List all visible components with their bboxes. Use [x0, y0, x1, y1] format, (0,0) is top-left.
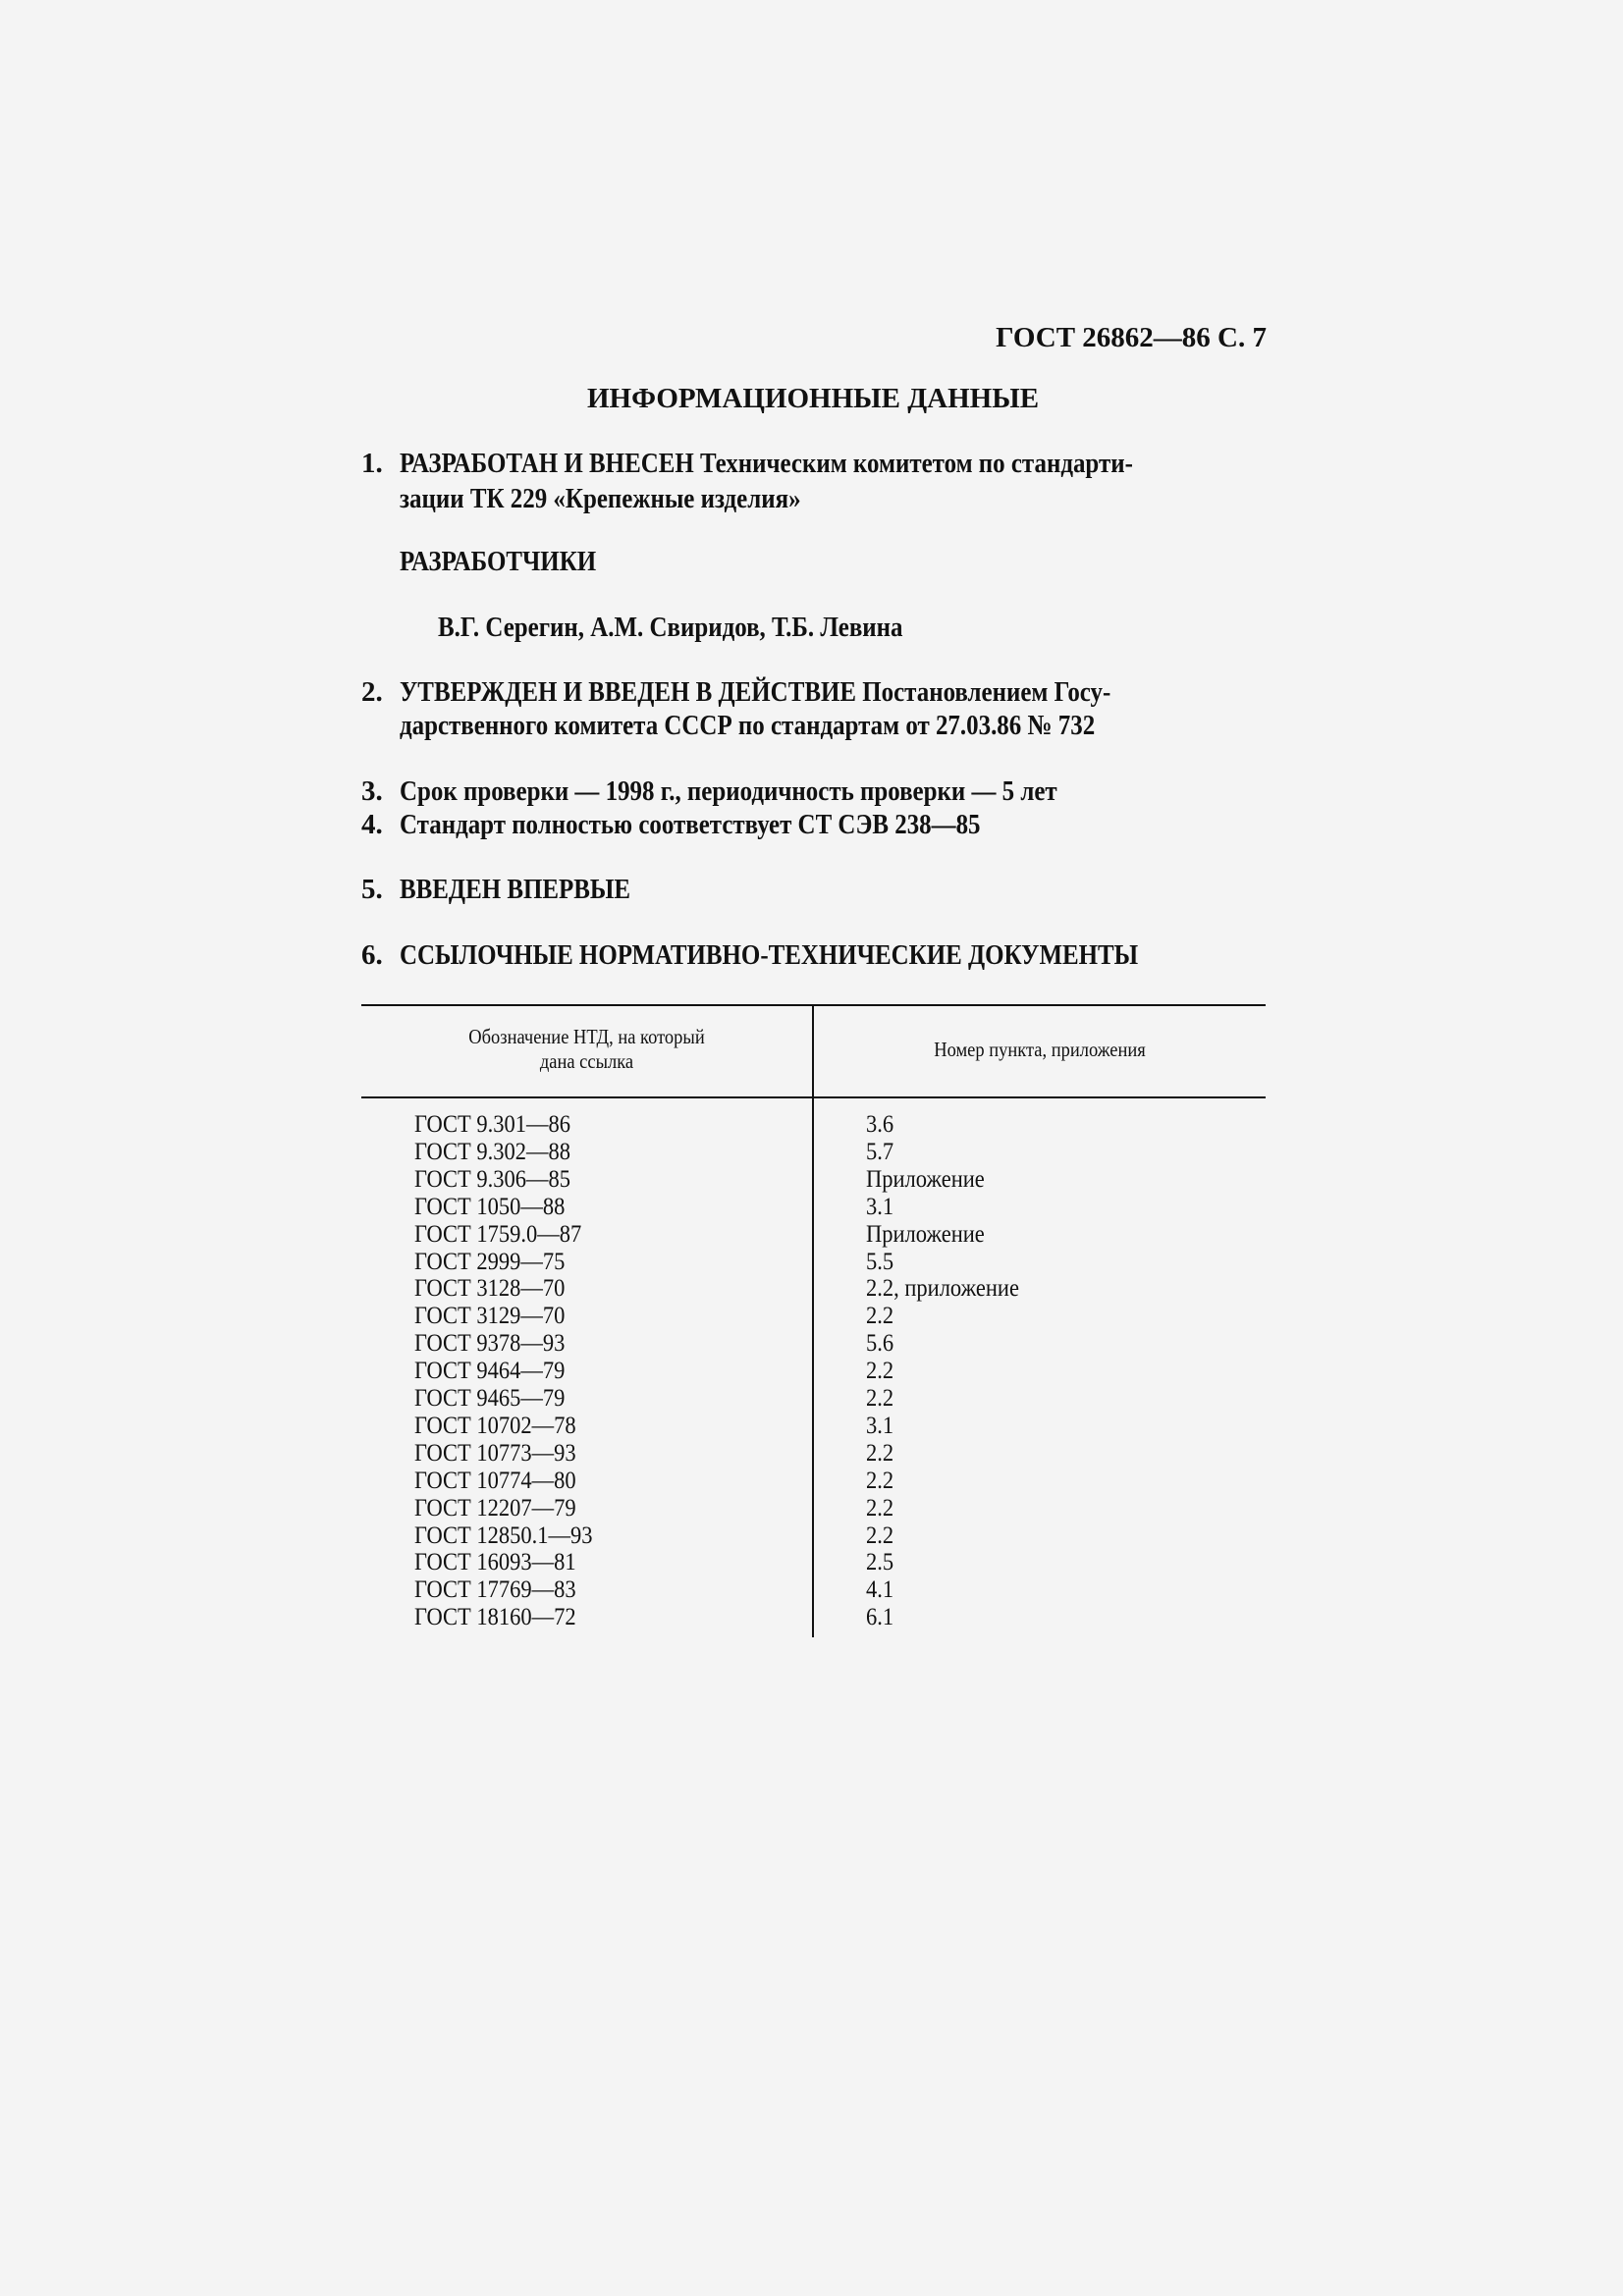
table-row [0, 1303, 1623, 1330]
table-row [0, 1330, 1623, 1358]
cell-designation: ГОСТ 1759.0—87 [414, 1220, 582, 1248]
cell-designation: ГОСТ 16093—81 [414, 1549, 576, 1576]
cell-designation: ГОСТ 9.302—88 [414, 1138, 570, 1165]
item-2-text: Постановлением Госу- [862, 676, 1111, 708]
item-4-text: Стандарт полностью соответствует СТ СЭВ 238—85 [400, 809, 981, 840]
cell-designation: ГОСТ 9.306—85 [414, 1165, 570, 1193]
table-row [0, 1221, 1623, 1249]
item-5-number: 5. [361, 874, 383, 905]
cell-clause: 4.1 [866, 1576, 894, 1604]
header-line-1: Обозначение НТД, на который [468, 1025, 705, 1048]
item-2-bold: УТВЕРЖДЕН И ВВЕДЕН В ДЕЙСТВИЕ [400, 676, 857, 708]
cell-clause: 2.2 [866, 1439, 894, 1467]
cell-clause: 3.1 [866, 1412, 894, 1439]
cell-designation: ГОСТ 10773—93 [414, 1439, 576, 1467]
table-row [0, 1549, 1623, 1576]
cell-clause: 2.2 [866, 1494, 894, 1522]
item-2-line-2: дарственного комитета СССР по стандартам от 27.03.86 № 732 [400, 710, 1096, 741]
item-3-text: Срок проверки — 1998 г., периодичность проверки — 5 лет [400, 775, 1057, 807]
table-row [0, 1385, 1623, 1413]
table-row [0, 1358, 1623, 1385]
table-row [0, 1249, 1623, 1276]
cell-clause: 2.5 [866, 1549, 894, 1576]
item-2-number: 2. [361, 676, 383, 708]
table-row [0, 1440, 1623, 1468]
table-row [0, 1275, 1623, 1303]
table-header-clause: Номер пункта, приложения [934, 1038, 1146, 1061]
cell-clause: 3.6 [866, 1111, 894, 1138]
cell-clause: Приложение [866, 1165, 985, 1193]
cell-clause: 2.2 [866, 1385, 894, 1412]
cell-designation: ГОСТ 9465—79 [414, 1385, 566, 1412]
cell-designation: ГОСТ 3129—70 [414, 1303, 566, 1330]
table-row [0, 1413, 1623, 1440]
cell-clause: 2.2 [866, 1303, 894, 1330]
cell-clause: 5.7 [866, 1138, 894, 1165]
cell-designation: ГОСТ 12207—79 [414, 1494, 576, 1522]
cell-designation: ГОСТ 3128—70 [414, 1275, 566, 1303]
page-title: ИНФОРМАЦИОННЫЕ ДАННЫЕ [586, 383, 1040, 414]
cell-designation: ГОСТ 18160—72 [414, 1604, 576, 1631]
document-reference: ГОСТ 26862—86 С. 7 [996, 322, 1267, 353]
developers-names: В.Г. Серегин, А.М. Свиридов, Т.Б. Левина [438, 612, 903, 643]
table-header-designation [389, 1025, 785, 1074]
item-1-number: 1. [361, 448, 383, 479]
table-row [0, 1522, 1623, 1550]
cell-clause: 5.6 [866, 1330, 894, 1358]
developers-heading: РАЗРАБОТЧИКИ [400, 546, 597, 577]
table-row [0, 1166, 1623, 1194]
item-2-line-1 [400, 676, 1110, 709]
cell-designation: ГОСТ 1050—88 [414, 1193, 566, 1220]
cell-designation: ГОСТ 9.301—86 [414, 1111, 570, 1138]
cell-designation: ГОСТ 10774—80 [414, 1467, 576, 1494]
item-1-line-1 [400, 448, 1133, 480]
item-1-text: Техническим комитетом по стандарти- [699, 448, 1133, 479]
cell-clause: 3.1 [866, 1193, 894, 1220]
header-line-2: дана ссылка [539, 1049, 634, 1073]
cell-designation: ГОСТ 9378—93 [414, 1330, 566, 1358]
cell-clause: Приложение [866, 1220, 985, 1248]
table-row [0, 1111, 1623, 1139]
cell-clause: 5.5 [866, 1248, 894, 1275]
item-6-text: ССЫЛОЧНЫЕ НОРМАТИВНО-ТЕХНИЧЕСКИЕ ДОКУМЕНТЫ [400, 939, 1139, 971]
table-row [0, 1468, 1623, 1495]
table-row [0, 1604, 1623, 1631]
table-row [0, 1194, 1623, 1221]
cell-clause: 2.2 [866, 1467, 894, 1494]
item-6-number: 6. [361, 939, 383, 971]
cell-clause: 2.2 [866, 1358, 894, 1385]
item-5-text: ВВЕДЕН ВПЕРВЫЕ [400, 874, 630, 905]
item-1-line-2: зации ТК 229 «Крепежные изделия» [400, 483, 801, 514]
table-row [0, 1576, 1623, 1604]
cell-clause: 2.2 [866, 1522, 894, 1549]
cell-designation: ГОСТ 2999—75 [414, 1248, 566, 1275]
item-3-number: 3. [361, 775, 383, 807]
cell-designation: ГОСТ 12850.1—93 [414, 1522, 593, 1549]
cell-designation: ГОСТ 10702—78 [414, 1412, 576, 1439]
cell-clause: 2.2, приложение [866, 1275, 1019, 1303]
table-row [0, 1139, 1623, 1166]
item-4-number: 4. [361, 809, 383, 840]
item-1-bold: РАЗРАБОТАН И ВНЕСЕН [400, 448, 694, 479]
cell-designation: ГОСТ 9464—79 [414, 1358, 566, 1385]
cell-designation: ГОСТ 17769—83 [414, 1576, 576, 1604]
cell-clause: 6.1 [866, 1604, 894, 1631]
table-row [0, 1495, 1623, 1522]
